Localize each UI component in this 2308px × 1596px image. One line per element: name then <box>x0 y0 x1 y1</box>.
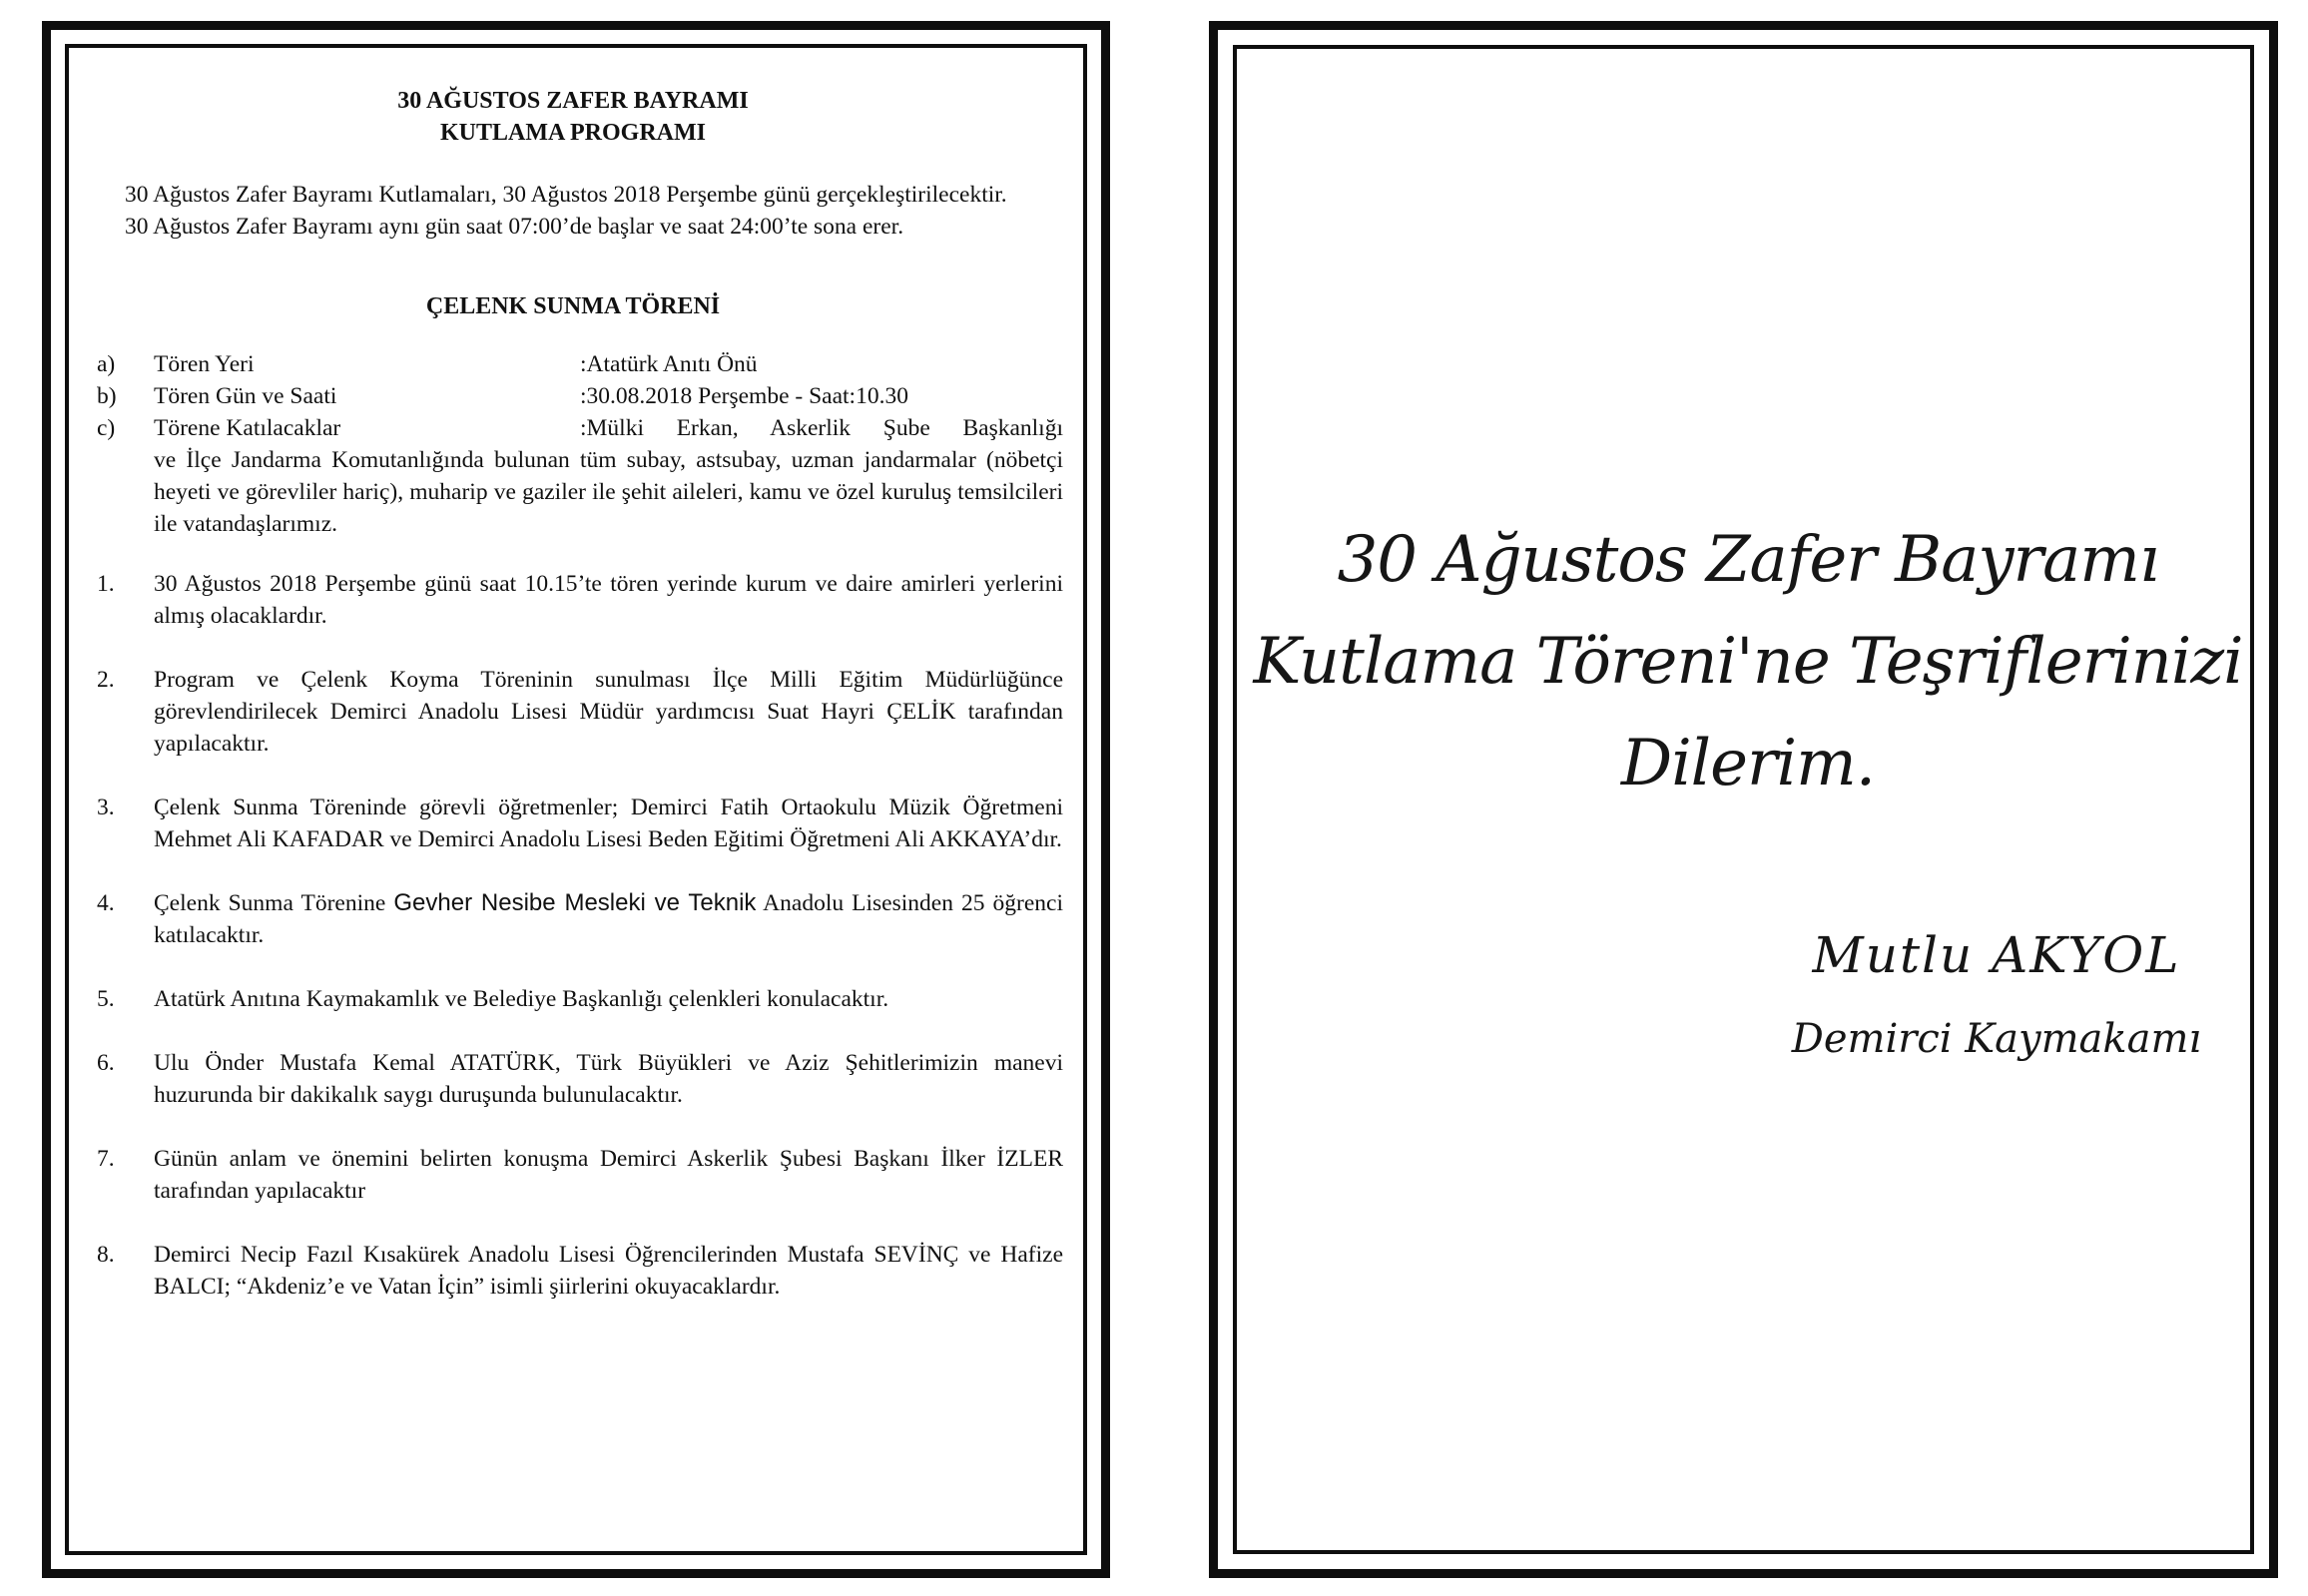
intro-paragraph: 30 Ağustos Zafer Bayramı aynı gün saat 07:00’de başlar ve saat 24:00’te sona erer. <box>125 214 904 240</box>
item-number: 2. <box>97 667 115 693</box>
item-text: 30 Ağustos 2018 Perşembe günü saat 10.15’te tören yerinde kurum ve daire amirleri yerlerini almış olacaklardır. <box>154 571 1063 629</box>
item-number: 3. <box>97 795 115 820</box>
item-text: Atatürk Anıtına Kaymakamlık ve Belediye Başkanlığı çelenkleri konulacaktır. <box>154 986 889 1012</box>
info-label: Tören Gün ve Saati <box>154 383 337 409</box>
program-item <box>83 983 1063 1015</box>
program-item <box>83 887 1063 951</box>
item-school-name: Gevher Nesibe Mesleki ve Teknik <box>393 889 757 916</box>
info-value: :30.08.2018 Perşembe - Saat:10.30 <box>580 383 908 409</box>
item-number: 7. <box>97 1146 115 1172</box>
item-text: Program ve Çelenk Koyma Töreninin sunulması İlçe Milli Eğitim Müdürlüğünce görevlendirilecek Demirci Anadolu Lisesi Müdür yardımcısı Suat Hayri ÇELİK tarafından yapılacaktır. <box>154 667 1063 757</box>
invitation-text <box>1238 509 2258 814</box>
signature-name: Mutlu AKYOL <box>1812 926 2181 984</box>
info-value: :Atatürk Anıtı Önü <box>580 351 758 377</box>
intro-paragraph: 30 Ağustos Zafer Bayramı Kutlamaları, 30 Ağustos 2018 Perşembe günü gerçekleştirilecektir. <box>125 182 1007 208</box>
item-number: 4. <box>97 890 115 916</box>
info-key: a) <box>97 351 116 377</box>
participants-continuation: ve İlçe Jandarma Komutanlığında bulunan tüm subay, astsubay, uzman jandarmalar (nöbetçi heyeti ve görevliler hariç), muharip ve gaziler ile şehit aileleri, kamu ve özel kuruluş temsilcileri ile vatandaşlarımız. <box>154 447 1063 537</box>
document-title-line-2: KUTLAMA PROGRAMI <box>440 120 706 146</box>
program-items <box>83 568 1063 1303</box>
info-row-datetime <box>83 380 1063 412</box>
item-number: 6. <box>97 1050 115 1076</box>
document-title-line-1: 30 AĞUSTOS ZAFER BAYRAMI <box>397 88 749 114</box>
invitation-line-3: Dilerim. <box>1620 727 1876 800</box>
intro-paragraphs <box>83 179 1063 243</box>
info-label: Tören Yeri <box>154 351 255 377</box>
ceremony-info-list <box>83 348 1063 540</box>
ceremony-section-title: ÇELENK SUNMA TÖRENİ <box>425 293 721 319</box>
program-document <box>83 85 1063 1334</box>
info-key: b) <box>97 383 117 409</box>
item-text: Anadolu Lisesinden 25 öğrenci katılacaktır. <box>154 890 1064 948</box>
program-item <box>83 1143 1063 1207</box>
item-text: Günün anlam ve önemini belirten konuşma Demirci Askerlik Şubesi Başkanı İlker İZLER tarafından yapılacaktır <box>154 1146 1063 1204</box>
signature-title: Demirci Kaymakamı <box>1791 1016 2202 1062</box>
program-item <box>83 1047 1063 1111</box>
invitation-line-1: 30 Ağustos Zafer Bayramı <box>1337 523 2159 597</box>
item-number: 1. <box>97 571 115 597</box>
info-value: :Mülki Erkan, Askerlik Şube Başkanlığı <box>580 415 1063 441</box>
item-text: Demirci Necip Fazıl Kısakürek Anadolu Lisesi Öğrencilerinden Mustafa SEVİNÇ ve Hafize BALCI; “Akdeniz’e ve Vatan İçin” isimli şiirlerini okuyacaklardır. <box>154 1242 1063 1300</box>
item-text: Çelenk Sunma Törenine <box>154 890 394 916</box>
item-text: Çelenk Sunma Töreninde görevli öğretmenler; Demirci Fatih Ortaokulu Müzik Öğretmeni Mehmet Ali KAFADAR ve Demirci Anadolu Lisesi Beden Eğitimi Öğretmeni Ali AKKAYA’dır. <box>154 795 1063 852</box>
item-text: Ulu Önder Mustafa Kemal ATATÜRK, Türk Büyükleri ve Aziz Şehitlerimizin manevi huzurunda bir dakikalık saygı duruşunda bulunulacaktır. <box>154 1050 1063 1108</box>
info-label: Törene Katılacaklar <box>154 415 341 441</box>
program-item <box>83 792 1063 855</box>
info-row-participants <box>83 412 1063 444</box>
info-key: c) <box>97 415 116 441</box>
item-number: 8. <box>97 1242 115 1268</box>
invitation-line-2: Kutlama Töreni'ne Teşriflerinizi <box>1253 625 2243 699</box>
program-item <box>83 1239 1063 1303</box>
program-item <box>83 568 1063 632</box>
info-row-place <box>83 348 1063 380</box>
program-item <box>83 664 1063 760</box>
item-number: 5. <box>97 986 115 1012</box>
